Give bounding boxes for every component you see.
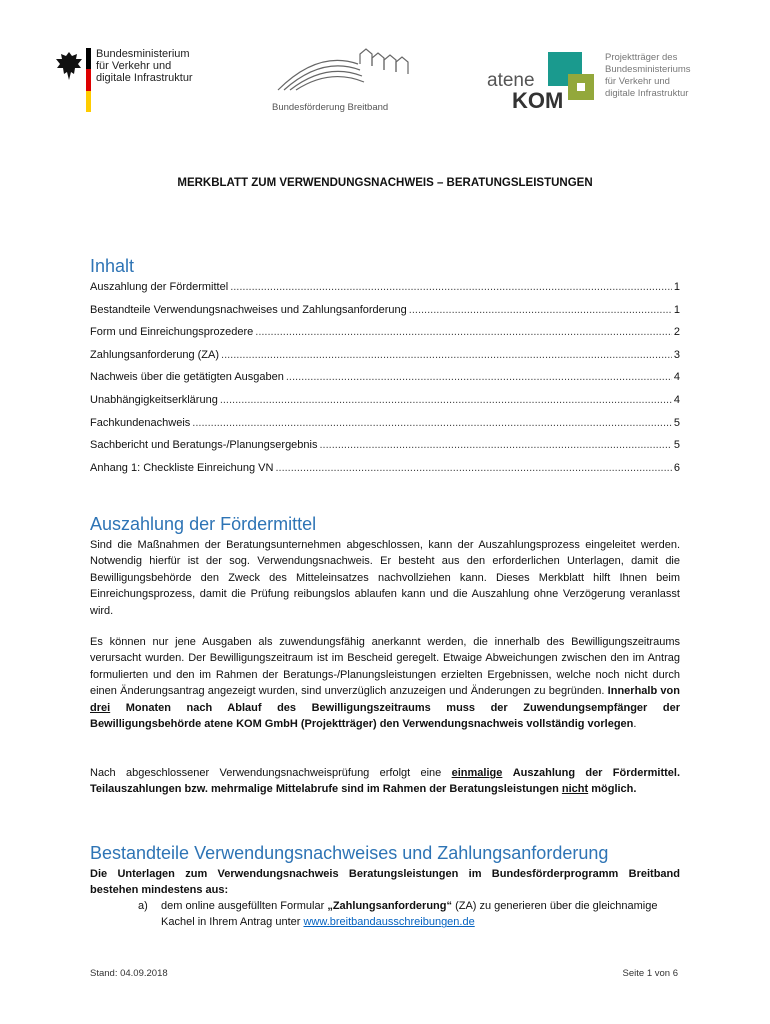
toc-leader <box>230 281 672 293</box>
section1-paragraph-3 <box>90 765 680 798</box>
toc-entry-title: Bestandteile Verwendungsnachweises und Zahlungsanforderung <box>90 303 407 316</box>
atene-kom-logo <box>484 50 714 115</box>
toc-entry-page: 2 <box>673 326 680 339</box>
bmvi-name <box>96 48 193 84</box>
toc-entry-page: 1 <box>673 281 680 293</box>
toc-leader <box>255 326 672 338</box>
toc-entry-title: Nachweis über die getätigten Ausgaben <box>90 371 284 384</box>
p3-underline-2: nicht <box>561 783 589 796</box>
toc-entry[interactable] <box>90 462 680 485</box>
toc-leader <box>220 394 672 406</box>
toc-entry-page: 4 <box>673 371 680 384</box>
german-flag-bar <box>86 48 91 112</box>
toc-entry[interactable] <box>90 417 680 440</box>
bmvi-line: für Verkehr und <box>96 60 172 72</box>
toc-leader <box>192 417 672 429</box>
atene-white-dot <box>577 83 585 91</box>
p2-bold-underline: drei <box>90 701 111 714</box>
section1-paragraph-2 <box>90 634 680 732</box>
federal-eagle-icon <box>55 50 83 82</box>
toc-entry-title: Form und Einreichungsprozedere <box>90 326 254 339</box>
atene-sub-line: Projektträger des <box>605 52 678 63</box>
p3-bold: Auszahlung der Fördermittel. Teilauszahlungen bzw. mehrmalige Mittelabrufe sind im Rahmen der Beratungsleistungen <box>90 767 681 796</box>
toc-leader <box>275 462 671 474</box>
breitband-logo <box>268 46 418 114</box>
bmvi-line: Bundesministerium <box>96 48 190 60</box>
item-text-1: dem online ausgefüllten Formular <box>161 900 325 912</box>
toc-leader <box>319 439 671 451</box>
toc-entry-title: Auszahlung der Fördermittel <box>90 281 229 293</box>
section-heading-auszahlung: Auszahlung der Fördermittel <box>90 514 317 534</box>
item-bold: „Zahlungsanforderung“ <box>327 900 452 912</box>
toc-leader <box>409 304 672 316</box>
toc-entry-page: 5 <box>673 439 680 452</box>
toc-leader <box>221 349 672 361</box>
p2-bold-a: Innerhalb von <box>607 685 680 698</box>
toc-entry[interactable] <box>90 371 680 394</box>
bmvi-line: digitale Infrastruktur <box>96 72 193 84</box>
footer-date: Stand: 04.09.2018 <box>90 968 168 979</box>
toc-entry[interactable] <box>90 394 680 417</box>
bmvi-logo <box>55 46 215 112</box>
breitband-link[interactable]: www.breitbandausschreibungen.de <box>303 916 475 929</box>
toc-heading: Inhalt <box>90 256 135 276</box>
toc-entry-title: Unabhängigkeitserklärung <box>90 393 218 406</box>
section1-paragraph-1: Sind die Maßnahmen der Beratungsunternehmen abgeschlossen, kann der Auszahlungsprozess eingeleitet werden. Notwendig hierfür ist der sog. Verwendungsnachweis. Er besteht aus den erforderlichen Unterlagen, damit die Bewilligungsbehörde den Zweck des Mitteleinsatzes nachvollziehen kann. Dieses Merkblatt hilft Ihnen beim Einreichungsprozess, damit die Prüfung reibungslos ablaufen kann und die Auszahlung ohne Verzögerung veranlasst wird. <box>90 539 680 617</box>
atene-subtitle <box>605 52 691 100</box>
toc-entry[interactable] <box>90 439 680 462</box>
toc-leader <box>286 371 672 383</box>
toc-entry[interactable] <box>90 326 680 349</box>
toc-entry-title: Zahlungsanforderung (ZA) <box>90 348 220 361</box>
hills-houses-icon <box>268 46 418 96</box>
section2-intro: Die Unterlagen zum Verwendungsnachweis Beratungsleistungen im Bundesförderprogramm Breitband bestehen mindestens aus: <box>90 868 680 897</box>
breitband-label: Bundesförderung Breitband <box>272 102 389 113</box>
atene-sub-line: Bundesministeriums <box>605 64 691 75</box>
item-text-2: (ZA) zu generieren über die gleichnamige Kachel in Ihrem Antrag unter <box>161 900 658 929</box>
p2-bold-b: Monaten nach Ablauf des Bewilligungszeitraums muss der Zuwendungsempfänger der Bewilligungsbehörde atene KOM GmbH (Projektträger) den Verwendungsnachweis vollständig vorlegen <box>90 701 680 731</box>
list-item-content <box>161 898 678 931</box>
toc-entry-title: Fachkundenachweis <box>90 416 191 429</box>
p3-text: Nach abgeschlossener Verwendungsnachweisprüfung erfolgt eine <box>90 767 442 779</box>
toc-entry[interactable] <box>90 281 680 304</box>
section-heading-bestandteile: Bestandteile Verwendungsnachweises und Zahlungsanforderung <box>90 843 609 863</box>
toc-entry-page: 1 <box>673 303 680 316</box>
toc-entry-title: Anhang 1: Checkliste Einreichung VN <box>90 461 274 474</box>
toc-entry-title: Sachbericht und Beratungs-/Planungsergebnis <box>90 439 318 452</box>
document-title: MERKBLATT ZUM VERWENDUNGSNACHWEIS – BERATUNGSLEISTUNGEN <box>177 177 593 189</box>
list-marker: a) <box>138 900 148 912</box>
p3-underline-1: einmalige <box>451 767 503 779</box>
toc-entry-page: 6 <box>673 461 680 474</box>
atene-sub-line: digitale Infrastruktur <box>605 88 689 99</box>
toc-entry-page: 4 <box>673 393 680 406</box>
toc-entry-page: 3 <box>673 348 680 361</box>
toc-entry[interactable] <box>90 349 680 372</box>
atene-word: atene <box>487 70 535 91</box>
p3-end: möglich. <box>591 783 637 796</box>
p2-end: . <box>633 718 637 731</box>
table-of-contents <box>90 281 680 484</box>
atene-sub-line: für Verkehr und <box>605 76 670 87</box>
footer-page-number: Seite 1 von 6 <box>622 968 678 979</box>
kom-word: KOM <box>512 88 564 113</box>
p2-text: Es können nur jene Ausgaben als zuwendungsfähig anerkannt werden, die innerhalb des Bewilligungszeitraums verursacht wurden. Der Bewilligungszeitraum ist im Bescheid geregelt. Etwaige Abweichungen zwischen den im Antrag formulierten und den im Rahmen der Beratungs-/Planungsleistungen erzielten Ergebnissen, welche noch nicht durch einen Änderungsantrag angezeigt wurden, sind unverzüglich anzuzeigen und Änderungen zu begründen. <box>90 636 680 698</box>
list-item-a <box>138 898 678 931</box>
toc-entry[interactable] <box>90 304 680 327</box>
toc-entry-page: 5 <box>673 416 680 429</box>
